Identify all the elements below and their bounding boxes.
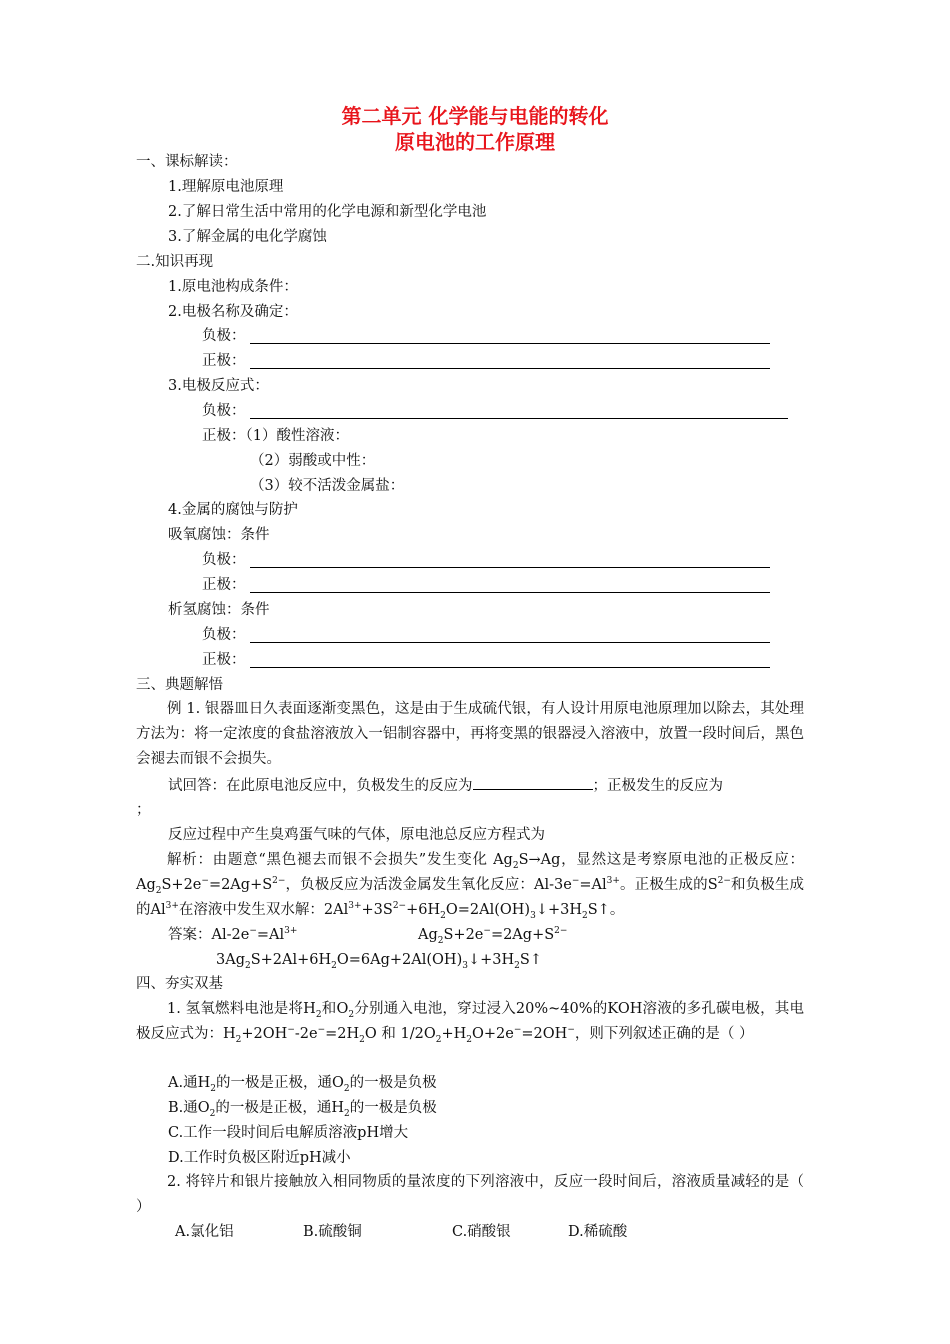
example-1: 例 1. 银器皿日久表面逐渐变黑色，这是由于生成硫代银，有人设计用原电池原理加以除去，其处理方法为：将一定浓度的食盐溶液放入一铝制容器中，再将变黑的银器浸入溶液中，放置一段时间后，黑色会褪去而银不会损失。 — [136, 701, 804, 767]
section-1-heading: 一、课标解读： — [136, 154, 238, 170]
exercise-1-option-b[interactable]: B.通$O_2$的一极是正极，通$H_2$的一极是负极 — [168, 1100, 437, 1119]
answer-blank[interactable] — [250, 592, 770, 593]
negative-label: 负极： — [202, 552, 246, 568]
positive-label: 正极： — [202, 652, 246, 668]
positive-weak-label: （2）弱酸或中性： — [250, 453, 376, 469]
s1-item-2: 2.了解日常生活中常用的化学电源和新型化学电池 — [168, 204, 487, 220]
answer-blank[interactable] — [250, 642, 770, 643]
answer-2: $Ag_2S+2e^-=2Ag+S^{2-}$ — [418, 926, 568, 946]
answer-blank[interactable] — [250, 667, 770, 668]
page-subtitle: 原电池的工作原理 — [395, 130, 555, 154]
negative-label: 负极： — [202, 328, 246, 344]
page-title: 第二单元 化学能与电能的转化 — [341, 104, 609, 128]
exercise-2: 2. 将锌片和银片接触放入相同物质的量浓度的下列溶液中，反应一段时间后，溶液质量减轻的是（ ） — [136, 1174, 804, 1215]
exercise-1-option-d[interactable]: D.工作时负极区附近pH减小 — [168, 1150, 351, 1166]
section-2-heading: 二.知识再现 — [136, 254, 214, 270]
s2-item-4: 4.金属的腐蚀与防护 — [168, 502, 298, 518]
question-text: ；正极发生的反应为 — [592, 778, 723, 794]
answer-blank[interactable] — [250, 368, 770, 369]
answer-1: 答案：$Al-2e^-=Al^{3+}$ — [168, 926, 298, 943]
exercise-2-option-c[interactable]: C.硝酸银 — [452, 1224, 511, 1240]
oxygen-corrosion-label: 吸氧腐蚀：条件 — [168, 527, 270, 543]
section-3-heading: 三、典题解悟 — [136, 677, 223, 693]
answer-blank[interactable] — [473, 775, 593, 790]
positive-label: 正极： — [202, 353, 246, 369]
question-end: ； — [136, 802, 151, 818]
exercise-2-option-b[interactable]: B.硫酸铜 — [303, 1224, 362, 1240]
positive-label: 正极： — [202, 577, 246, 593]
negative-label: 负极： — [202, 403, 246, 419]
answer-3: $3Ag_2S+2Al+6H_2O=6Ag+2Al(OH)_3↓+3H_2S↑$ — [216, 952, 542, 971]
hydrogen-corrosion-label: 析氢腐蚀：条件 — [168, 602, 270, 618]
section-4-heading: 四、夯实双基 — [136, 976, 223, 992]
s2-item-3: 3.电极反应式： — [168, 378, 269, 394]
exercise-1: 1. 氢氧燃料电池是将$H_2$和$O_2$分别通入电池，穿过浸入20%~40%的KOH溶液的多孔碳电极，其电极反应式为：$H_2+2OH^--2e^-=2H_2O$ 和 $1/2O_2+H_2O+2e^-=2OH^-$，则下列叙述正确的是（ ） — [136, 1001, 804, 1045]
answer-blank[interactable] — [250, 567, 770, 568]
question-2: 反应过程中产生臭鸡蛋气味的气体，原电池总反应方程式为 — [168, 827, 545, 843]
s1-item-3: 3.了解金属的电化学腐蚀 — [168, 229, 327, 245]
answer-blank[interactable] — [250, 418, 788, 419]
s2-item-1: 1.原电池构成条件： — [168, 279, 298, 295]
negative-label: 负极： — [202, 627, 246, 643]
exercise-2-option-d[interactable]: D.稀硫酸 — [568, 1224, 628, 1240]
s2-item-2: 2.电极名称及确定： — [168, 304, 298, 320]
positive-salt-label: （3）较不活泼金属盐： — [250, 478, 405, 494]
answer-blank[interactable] — [250, 343, 770, 344]
exercise-1-option-a[interactable]: A.通$H_2$的一极是正极，通$O_2$的一极是负极 — [168, 1075, 437, 1094]
s1-item-1: 1.理解原电池原理 — [168, 179, 284, 195]
question-line — [168, 775, 723, 796]
exercise-2-option-a[interactable]: A.氯化铝 — [175, 1224, 234, 1240]
exercise-1-option-c[interactable]: C.工作一段时间后电解质溶液pH增大 — [168, 1125, 409, 1141]
positive-acid-label: 正极：（1）酸性溶液： — [202, 428, 349, 444]
analysis: 解析：由题意“黑色褪去而银不会损失”发生变化 $Ag_2S\to Ag$，显然这是考察原电池的正极反应：$Ag_2S+2e^-=2Ag+S^{2-}$，负极反应为活泼金属发生氧化反应：$Al-3e^-=Al^{3+}$。正极生成的$S^{2-}$和负极生成的$Al^{3+}$在溶液中发生双水解：$2Al^{3+}+3S^{2-}+6H_2O=2Al(OH)_3↓+3H_2S↑$。 — [136, 852, 804, 921]
question-text: 试回答：在此原电池反应中，负极发生的反应为 — [168, 778, 473, 794]
